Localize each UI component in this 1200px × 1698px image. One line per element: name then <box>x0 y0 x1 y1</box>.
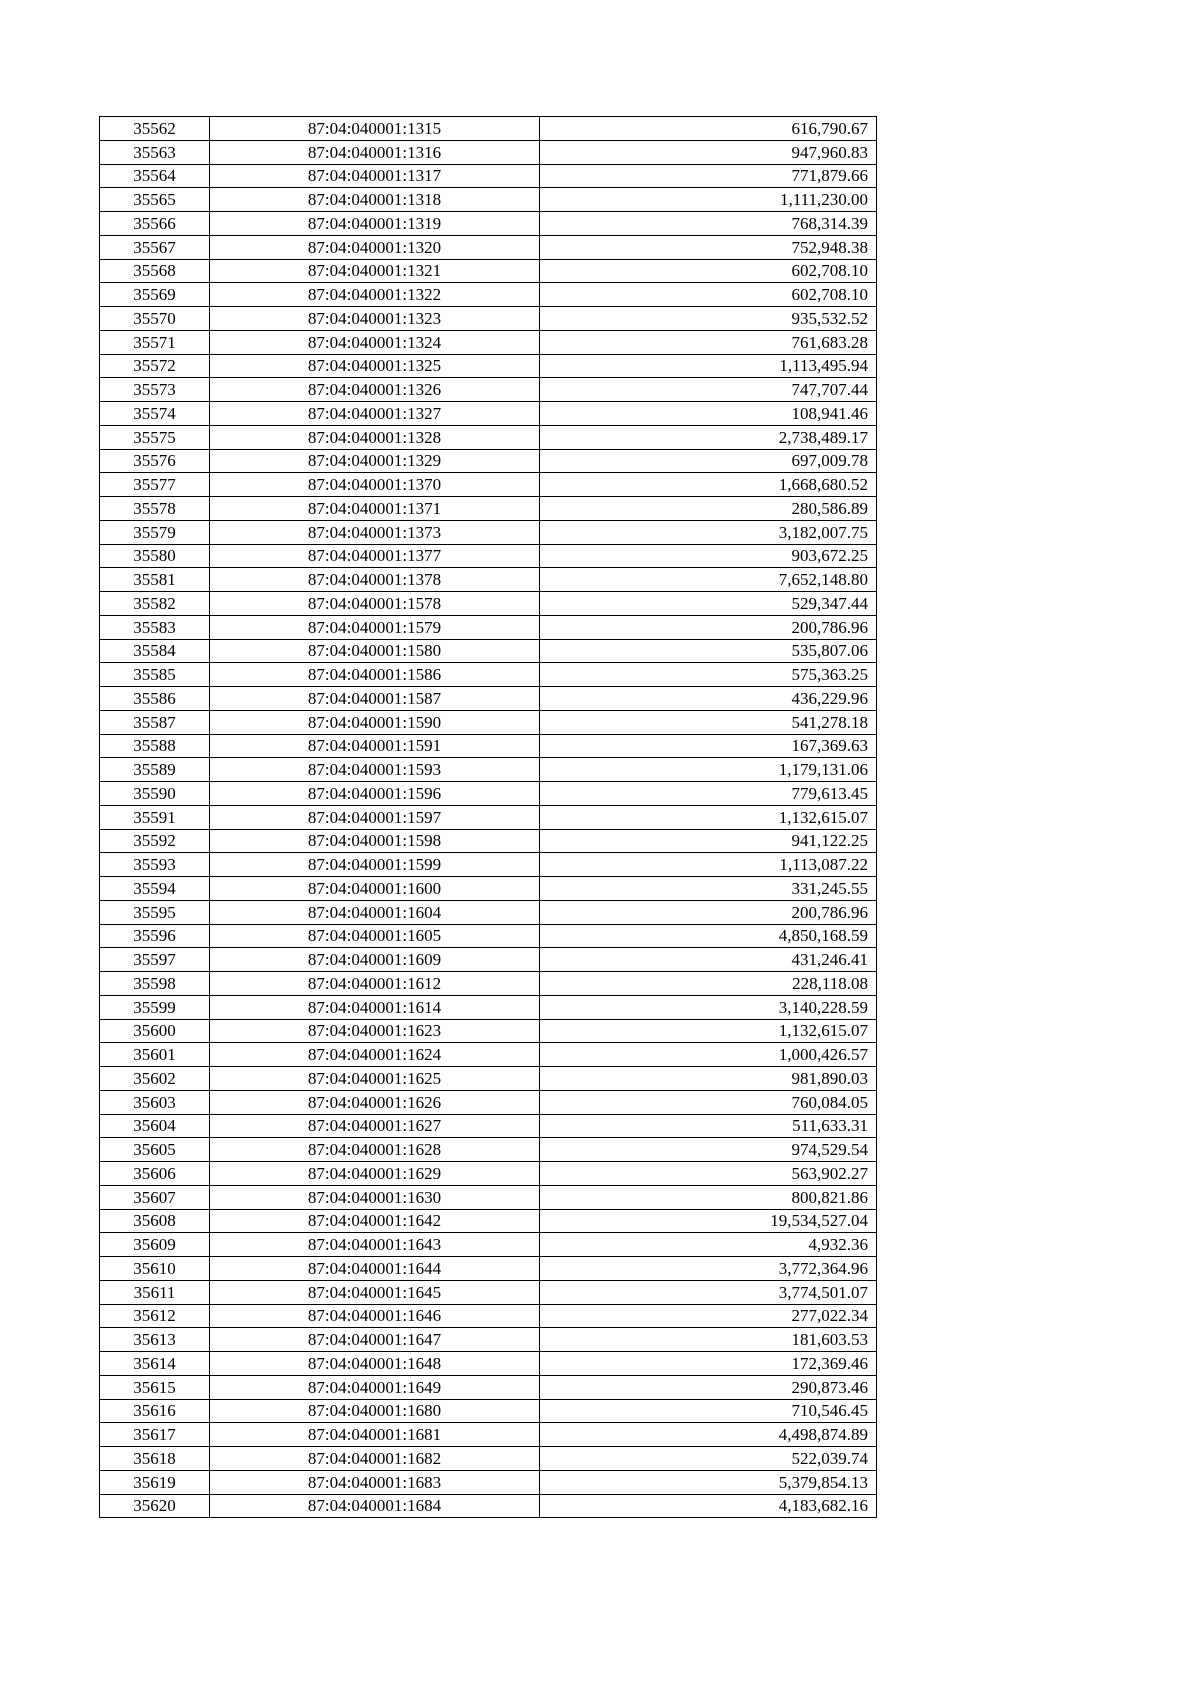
row-number-cell: 35599 <box>100 995 210 1019</box>
value-cell: 3,140,228.59 <box>540 995 877 1019</box>
row-number-cell: 35610 <box>100 1257 210 1281</box>
row-number-cell: 35607 <box>100 1185 210 1209</box>
row-number-cell: 35604 <box>100 1114 210 1138</box>
value-cell: 575,363.25 <box>540 663 877 687</box>
cadastral-number-cell: 87:04:040001:1614 <box>210 995 540 1019</box>
value-cell: 981,890.03 <box>540 1067 877 1091</box>
value-cell: 1,668,680.52 <box>540 473 877 497</box>
row-number-cell: 35563 <box>100 140 210 164</box>
value-cell: 616,790.67 <box>540 117 877 141</box>
table-row <box>100 1233 877 1257</box>
row-number-cell: 35591 <box>100 805 210 829</box>
table-row <box>100 378 877 402</box>
cadastral-number-cell: 87:04:040001:1627 <box>210 1114 540 1138</box>
row-number-cell: 35620 <box>100 1494 210 1518</box>
value-cell: 800,821.86 <box>540 1185 877 1209</box>
cadastral-number-cell: 87:04:040001:1648 <box>210 1352 540 1376</box>
cadastral-number-cell: 87:04:040001:1326 <box>210 378 540 402</box>
table-row <box>100 1162 877 1186</box>
value-cell: 935,532.52 <box>540 307 877 331</box>
cadastral-number-cell: 87:04:040001:1643 <box>210 1233 540 1257</box>
cadastral-number-cell: 87:04:040001:1649 <box>210 1375 540 1399</box>
row-number-cell: 35592 <box>100 829 210 853</box>
value-cell: 5,379,854.13 <box>540 1470 877 1494</box>
value-cell: 947,960.83 <box>540 140 877 164</box>
table-row <box>100 1328 877 1352</box>
value-cell: 200,786.96 <box>540 900 877 924</box>
cadastral-number-cell: 87:04:040001:1316 <box>210 140 540 164</box>
table-row <box>100 592 877 616</box>
table-row <box>100 1138 877 1162</box>
row-number-cell: 35578 <box>100 497 210 521</box>
table-body <box>100 117 877 1518</box>
table-row <box>100 1280 877 1304</box>
table-row <box>100 140 877 164</box>
value-cell: 1,113,087.22 <box>540 853 877 877</box>
row-number-cell: 35601 <box>100 1043 210 1067</box>
table-row <box>100 544 877 568</box>
value-cell: 4,498,874.89 <box>540 1423 877 1447</box>
value-cell: 974,529.54 <box>540 1138 877 1162</box>
row-number-cell: 35603 <box>100 1090 210 1114</box>
table-row <box>100 710 877 734</box>
table-row <box>100 330 877 354</box>
value-cell: 3,182,007.75 <box>540 520 877 544</box>
cadastral-number-cell: 87:04:040001:1604 <box>210 900 540 924</box>
row-number-cell: 35575 <box>100 425 210 449</box>
value-cell: 903,672.25 <box>540 544 877 568</box>
row-number-cell: 35589 <box>100 758 210 782</box>
cadastral-number-cell: 87:04:040001:1597 <box>210 805 540 829</box>
cadastral-number-cell: 87:04:040001:1370 <box>210 473 540 497</box>
row-number-cell: 35577 <box>100 473 210 497</box>
row-number-cell: 35588 <box>100 734 210 758</box>
table-row <box>100 1257 877 1281</box>
row-number-cell: 35568 <box>100 259 210 283</box>
table-row <box>100 1352 877 1376</box>
cadastral-number-cell: 87:04:040001:1324 <box>210 330 540 354</box>
cadastral-number-cell: 87:04:040001:1623 <box>210 1019 540 1043</box>
table-row <box>100 900 877 924</box>
table-row <box>100 805 877 829</box>
table-row <box>100 1043 877 1067</box>
table-row <box>100 1067 877 1091</box>
row-number-cell: 35582 <box>100 592 210 616</box>
row-number-cell: 35594 <box>100 877 210 901</box>
table-row <box>100 473 877 497</box>
cadastral-number-cell: 87:04:040001:1590 <box>210 710 540 734</box>
row-number-cell: 35598 <box>100 972 210 996</box>
value-cell: 1,179,131.06 <box>540 758 877 782</box>
value-cell: 602,708.10 <box>540 283 877 307</box>
table-row <box>100 259 877 283</box>
row-number-cell: 35605 <box>100 1138 210 1162</box>
row-number-cell: 35616 <box>100 1399 210 1423</box>
row-number-cell: 35580 <box>100 544 210 568</box>
row-number-cell: 35617 <box>100 1423 210 1447</box>
table-row <box>100 164 877 188</box>
row-number-cell: 35615 <box>100 1375 210 1399</box>
cadastral-number-cell: 87:04:040001:1586 <box>210 663 540 687</box>
table-row <box>100 188 877 212</box>
table-row <box>100 307 877 331</box>
cadastral-number-cell: 87:04:040001:1315 <box>210 117 540 141</box>
value-cell: 2,738,489.17 <box>540 425 877 449</box>
cadastral-number-cell: 87:04:040001:1626 <box>210 1090 540 1114</box>
value-cell: 277,022.34 <box>540 1304 877 1328</box>
value-cell: 1,000,426.57 <box>540 1043 877 1067</box>
value-cell: 602,708.10 <box>540 259 877 283</box>
row-number-cell: 35595 <box>100 900 210 924</box>
value-cell: 4,183,682.16 <box>540 1494 877 1518</box>
value-cell: 1,111,230.00 <box>540 188 877 212</box>
value-cell: 3,772,364.96 <box>540 1257 877 1281</box>
value-cell: 19,534,527.04 <box>540 1209 877 1233</box>
table-row <box>100 1185 877 1209</box>
cadastral-number-cell: 87:04:040001:1683 <box>210 1470 540 1494</box>
cadastral-number-cell: 87:04:040001:1630 <box>210 1185 540 1209</box>
cadastral-number-cell: 87:04:040001:1578 <box>210 592 540 616</box>
value-cell: 779,613.45 <box>540 782 877 806</box>
cadastral-number-cell: 87:04:040001:1645 <box>210 1280 540 1304</box>
cadastral-number-cell: 87:04:040001:1318 <box>210 188 540 212</box>
cadastral-number-cell: 87:04:040001:1320 <box>210 235 540 259</box>
cadastral-number-cell: 87:04:040001:1373 <box>210 520 540 544</box>
cadastral-number-cell: 87:04:040001:1609 <box>210 948 540 972</box>
value-cell: 710,546.45 <box>540 1399 877 1423</box>
table-row <box>100 972 877 996</box>
table-row <box>100 948 877 972</box>
table-row <box>100 1375 877 1399</box>
value-cell: 522,039.74 <box>540 1447 877 1471</box>
value-cell: 1,113,495.94 <box>540 354 877 378</box>
cadastral-number-cell: 87:04:040001:1598 <box>210 829 540 853</box>
value-cell: 747,707.44 <box>540 378 877 402</box>
cadastral-number-cell: 87:04:040001:1322 <box>210 283 540 307</box>
table-row <box>100 1423 877 1447</box>
cadastral-number-cell: 87:04:040001:1644 <box>210 1257 540 1281</box>
row-number-cell: 35587 <box>100 710 210 734</box>
table-row <box>100 1090 877 1114</box>
value-cell: 752,948.38 <box>540 235 877 259</box>
cadastral-number-cell: 87:04:040001:1628 <box>210 1138 540 1162</box>
value-cell: 697,009.78 <box>540 449 877 473</box>
value-cell: 181,603.53 <box>540 1328 877 1352</box>
value-cell: 4,850,168.59 <box>540 924 877 948</box>
value-cell: 941,122.25 <box>540 829 877 853</box>
row-number-cell: 35564 <box>100 164 210 188</box>
table-row <box>100 568 877 592</box>
value-cell: 108,941.46 <box>540 402 877 426</box>
value-cell: 4,932.36 <box>540 1233 877 1257</box>
value-cell: 541,278.18 <box>540 710 877 734</box>
cadastral-number-cell: 87:04:040001:1591 <box>210 734 540 758</box>
cadastral-number-cell: 87:04:040001:1593 <box>210 758 540 782</box>
row-number-cell: 35566 <box>100 212 210 236</box>
cadastral-number-cell: 87:04:040001:1647 <box>210 1328 540 1352</box>
value-cell: 529,347.44 <box>540 592 877 616</box>
row-number-cell: 35571 <box>100 330 210 354</box>
cadastral-number-cell: 87:04:040001:1378 <box>210 568 540 592</box>
table-row <box>100 1447 877 1471</box>
cadastral-number-cell: 87:04:040001:1319 <box>210 212 540 236</box>
table-row <box>100 283 877 307</box>
row-number-cell: 35613 <box>100 1328 210 1352</box>
table-row <box>100 782 877 806</box>
row-number-cell: 35579 <box>100 520 210 544</box>
value-cell: 280,586.89 <box>540 497 877 521</box>
cadastral-number-cell: 87:04:040001:1327 <box>210 402 540 426</box>
table-row <box>100 1209 877 1233</box>
row-number-cell: 35583 <box>100 615 210 639</box>
value-cell: 771,879.66 <box>540 164 877 188</box>
row-number-cell: 35573 <box>100 378 210 402</box>
value-cell: 511,633.31 <box>540 1114 877 1138</box>
table-row <box>100 615 877 639</box>
value-cell: 3,774,501.07 <box>540 1280 877 1304</box>
row-number-cell: 35602 <box>100 1067 210 1091</box>
row-number-cell: 35569 <box>100 283 210 307</box>
row-number-cell: 35593 <box>100 853 210 877</box>
table-row <box>100 663 877 687</box>
value-cell: 200,786.96 <box>540 615 877 639</box>
cadastral-number-cell: 87:04:040001:1684 <box>210 1494 540 1518</box>
cadastral-number-cell: 87:04:040001:1599 <box>210 853 540 877</box>
value-cell: 761,683.28 <box>540 330 877 354</box>
value-cell: 431,246.41 <box>540 948 877 972</box>
row-number-cell: 35585 <box>100 663 210 687</box>
cadastral-number-cell: 87:04:040001:1605 <box>210 924 540 948</box>
table-row <box>100 924 877 948</box>
value-cell: 228,118.08 <box>540 972 877 996</box>
row-number-cell: 35584 <box>100 639 210 663</box>
row-number-cell: 35596 <box>100 924 210 948</box>
row-number-cell: 35576 <box>100 449 210 473</box>
table-row <box>100 1114 877 1138</box>
table-row <box>100 639 877 663</box>
table-row <box>100 117 877 141</box>
row-number-cell: 35567 <box>100 235 210 259</box>
value-cell: 172,369.46 <box>540 1352 877 1376</box>
table-row <box>100 1470 877 1494</box>
cadastral-number-cell: 87:04:040001:1600 <box>210 877 540 901</box>
row-number-cell: 35565 <box>100 188 210 212</box>
row-number-cell: 35590 <box>100 782 210 806</box>
cadastral-number-cell: 87:04:040001:1596 <box>210 782 540 806</box>
value-cell: 436,229.96 <box>540 687 877 711</box>
value-cell: 167,369.63 <box>540 734 877 758</box>
cadastral-number-cell: 87:04:040001:1612 <box>210 972 540 996</box>
row-number-cell: 35572 <box>100 354 210 378</box>
row-number-cell: 35609 <box>100 1233 210 1257</box>
value-cell: 760,084.05 <box>540 1090 877 1114</box>
table-row <box>100 520 877 544</box>
table-row <box>100 1019 877 1043</box>
value-cell: 331,245.55 <box>540 877 877 901</box>
table-row <box>100 1494 877 1518</box>
row-number-cell: 35619 <box>100 1470 210 1494</box>
cadastral-number-cell: 87:04:040001:1579 <box>210 615 540 639</box>
cadastral-number-cell: 87:04:040001:1325 <box>210 354 540 378</box>
cadastral-number-cell: 87:04:040001:1321 <box>210 259 540 283</box>
row-number-cell: 35612 <box>100 1304 210 1328</box>
cadastral-number-cell: 87:04:040001:1323 <box>210 307 540 331</box>
table-row <box>100 212 877 236</box>
cadastral-number-cell: 87:04:040001:1587 <box>210 687 540 711</box>
cadastral-number-cell: 87:04:040001:1580 <box>210 639 540 663</box>
cadastral-number-cell: 87:04:040001:1682 <box>210 1447 540 1471</box>
cadastral-number-cell: 87:04:040001:1646 <box>210 1304 540 1328</box>
table-row <box>100 449 877 473</box>
row-number-cell: 35606 <box>100 1162 210 1186</box>
cadastral-number-cell: 87:04:040001:1329 <box>210 449 540 473</box>
table-row <box>100 758 877 782</box>
cadastral-number-cell: 87:04:040001:1642 <box>210 1209 540 1233</box>
row-number-cell: 35581 <box>100 568 210 592</box>
table-row <box>100 829 877 853</box>
row-number-cell: 35597 <box>100 948 210 972</box>
row-number-cell: 35608 <box>100 1209 210 1233</box>
value-cell: 1,132,615.07 <box>540 1019 877 1043</box>
table-row <box>100 853 877 877</box>
row-number-cell: 35614 <box>100 1352 210 1376</box>
table-row <box>100 687 877 711</box>
data-table <box>99 116 877 1518</box>
row-number-cell: 35600 <box>100 1019 210 1043</box>
table-row <box>100 1304 877 1328</box>
row-number-cell: 35562 <box>100 117 210 141</box>
table-row <box>100 354 877 378</box>
cadastral-number-cell: 87:04:040001:1629 <box>210 1162 540 1186</box>
table-row <box>100 734 877 758</box>
cadastral-number-cell: 87:04:040001:1680 <box>210 1399 540 1423</box>
table-row <box>100 1399 877 1423</box>
table-row <box>100 877 877 901</box>
value-cell: 563,902.27 <box>540 1162 877 1186</box>
table-row <box>100 995 877 1019</box>
row-number-cell: 35570 <box>100 307 210 331</box>
cadastral-number-cell: 87:04:040001:1371 <box>210 497 540 521</box>
value-cell: 7,652,148.80 <box>540 568 877 592</box>
value-cell: 1,132,615.07 <box>540 805 877 829</box>
row-number-cell: 35611 <box>100 1280 210 1304</box>
cadastral-number-cell: 87:04:040001:1377 <box>210 544 540 568</box>
cadastral-number-cell: 87:04:040001:1681 <box>210 1423 540 1447</box>
table-row <box>100 402 877 426</box>
value-cell: 768,314.39 <box>540 212 877 236</box>
cadastral-number-cell: 87:04:040001:1328 <box>210 425 540 449</box>
row-number-cell: 35618 <box>100 1447 210 1471</box>
value-cell: 290,873.46 <box>540 1375 877 1399</box>
row-number-cell: 35586 <box>100 687 210 711</box>
cadastral-number-cell: 87:04:040001:1624 <box>210 1043 540 1067</box>
table-row <box>100 497 877 521</box>
table-row <box>100 425 877 449</box>
table-row <box>100 235 877 259</box>
cadastral-number-cell: 87:04:040001:1625 <box>210 1067 540 1091</box>
row-number-cell: 35574 <box>100 402 210 426</box>
value-cell: 535,807.06 <box>540 639 877 663</box>
cadastral-number-cell: 87:04:040001:1317 <box>210 164 540 188</box>
